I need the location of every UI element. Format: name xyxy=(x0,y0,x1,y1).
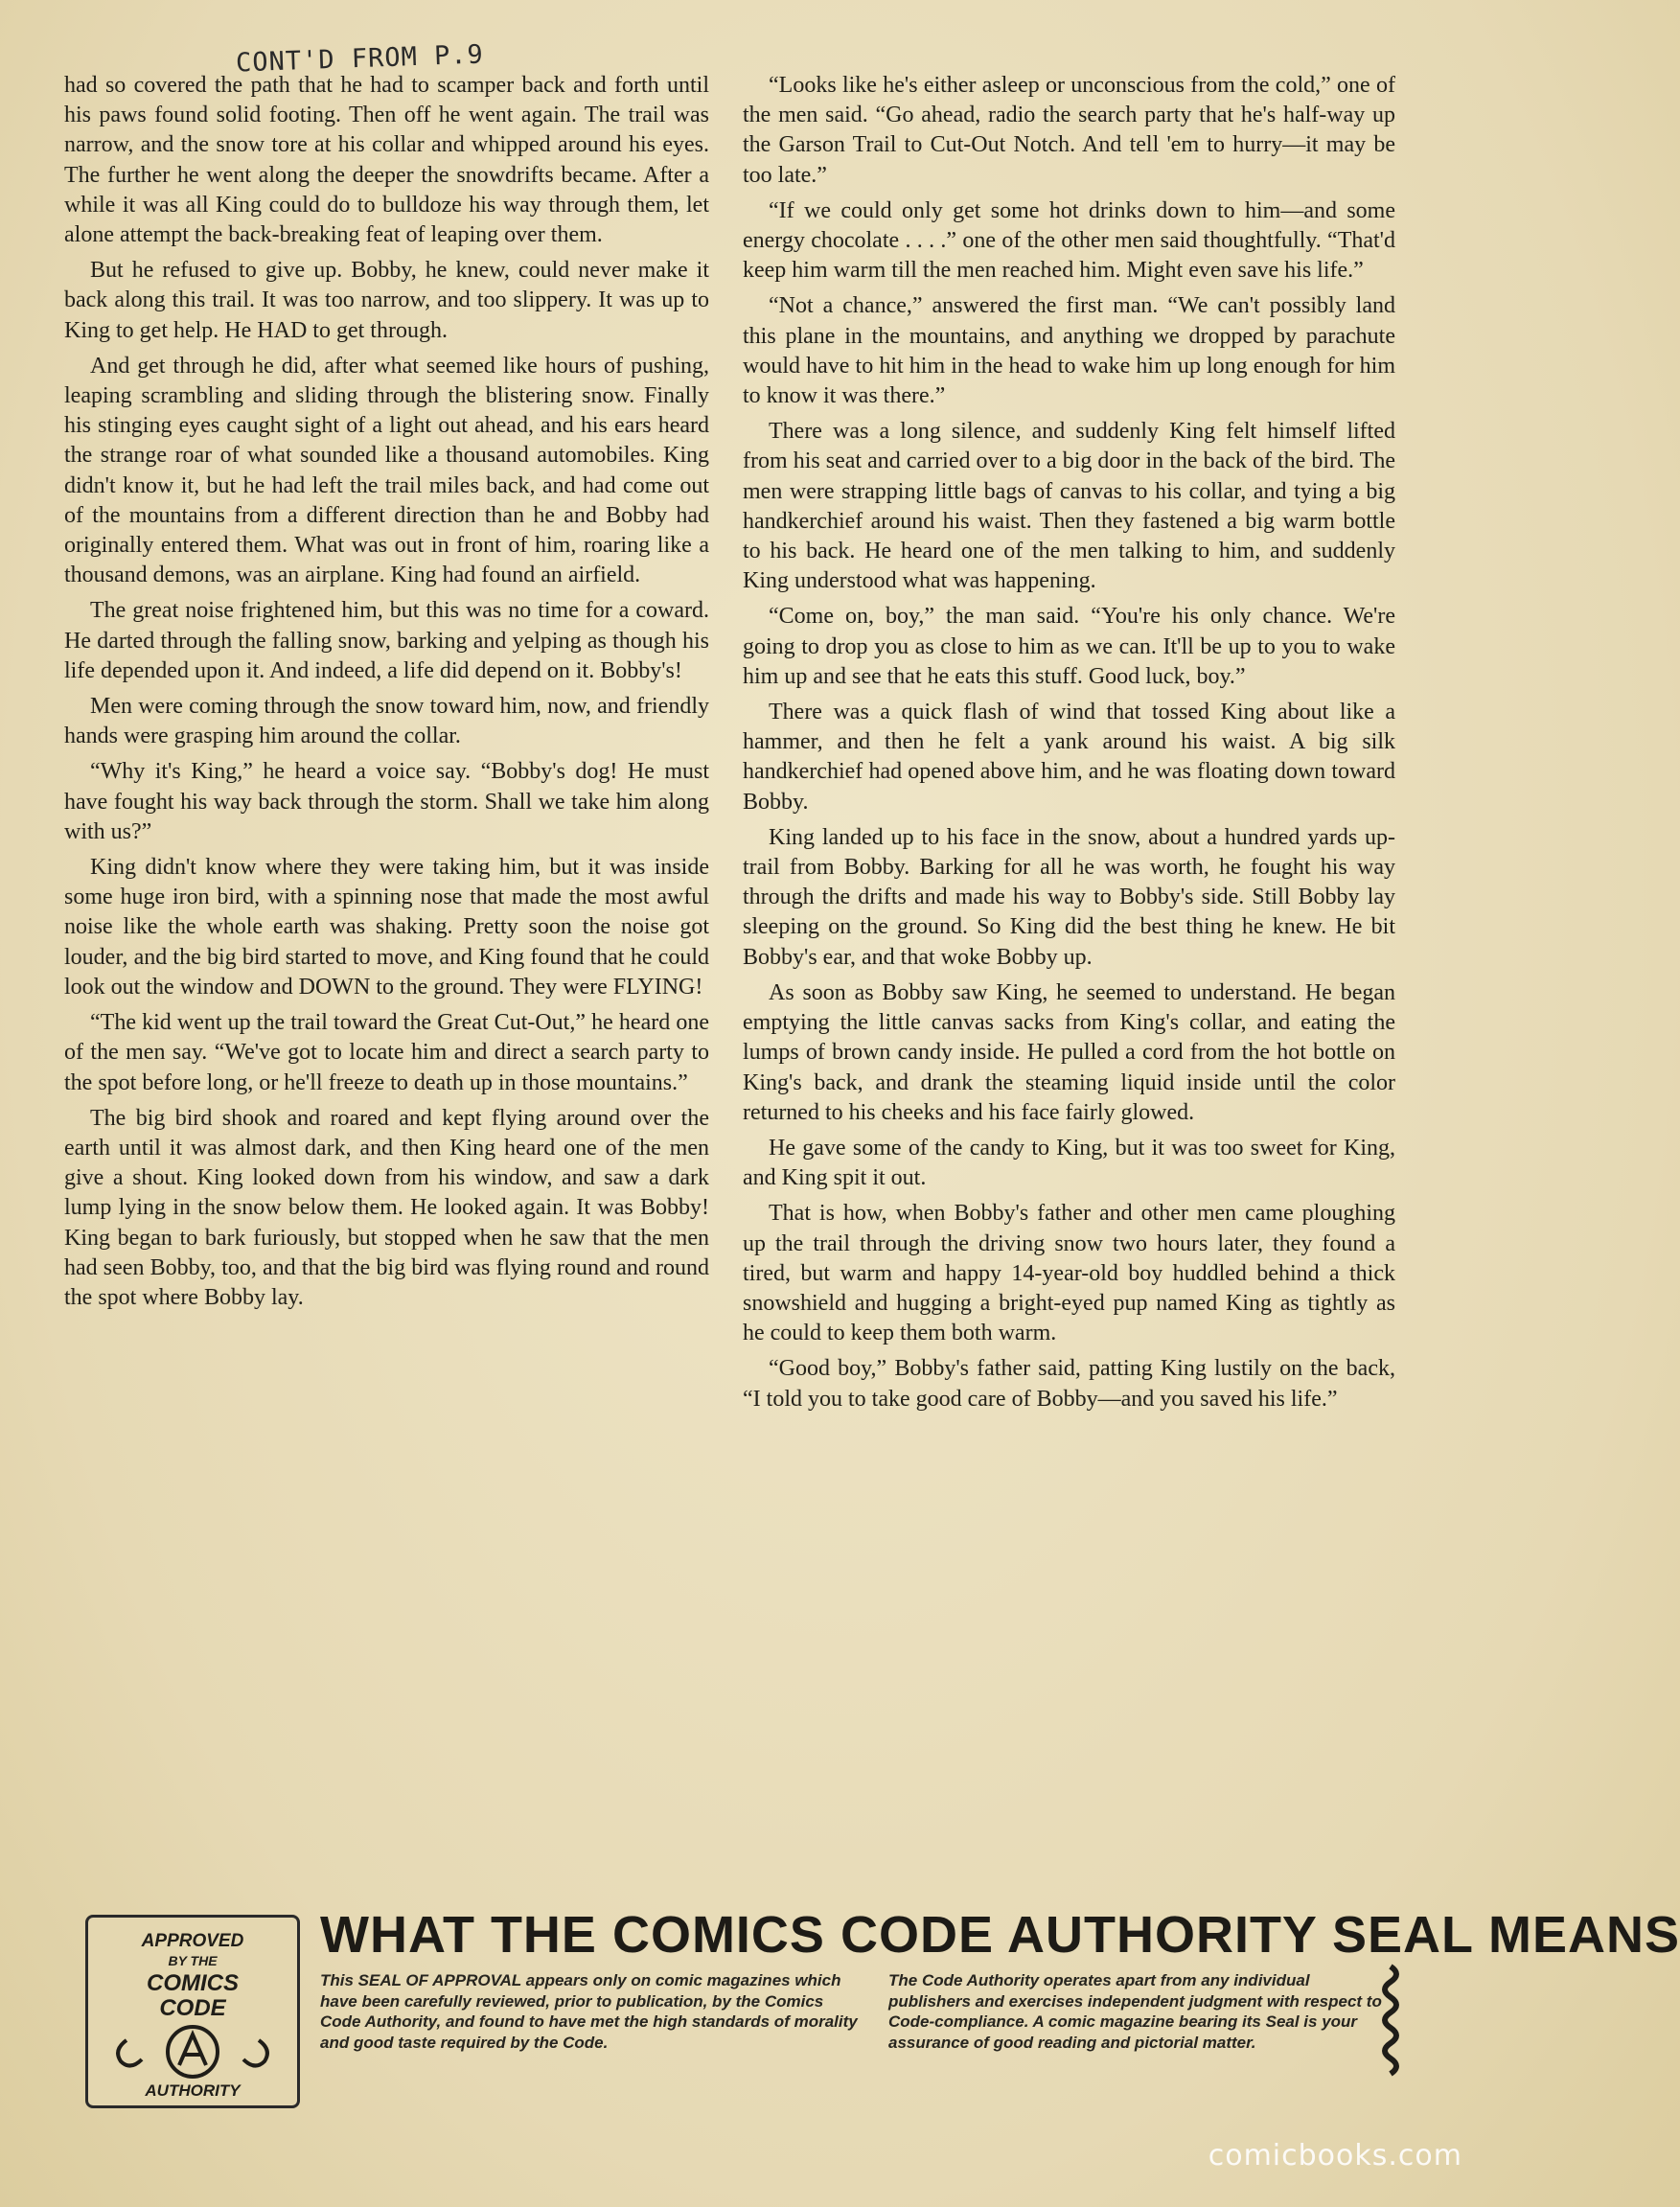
seal-icon xyxy=(88,1918,297,2105)
story-paragraph: King didn't know where they were taking him, but it was inside some huge iron bird, with a spinning nose that made the most awful noise like the whole earth was shaking. Pretty soon the noise got louder, and the big bird started to move, and King found that he could look out the window and DOWN to the ground. They were FLYING! xyxy=(64,855,709,1000)
seal-text-line: APPROVED xyxy=(141,1931,244,1951)
story-paragraph: But he refused to give up. Bobby, he knew, could never make it back along this trail. It was too narrow, and too slippery. It was up to King to get help. He HAD to get through. xyxy=(64,258,709,343)
comics-code-advertisement xyxy=(64,1906,1680,2106)
story-column-right xyxy=(743,71,1395,1420)
story-paragraph: “Not a chance,” answered the first man. “We can't possibly land this plane in the mountains, and anything we dropped by parachute would have to hit him in the head to wake him up long enough for him to know it was there.” xyxy=(743,293,1395,409)
story-paragraph: And get through he did, after what seemed like hours of pushing, leaping scrambling and sliding through the blistering snow. Finally his stinging eyes caught sight of a light out ahead, and his ears heard the strange roar of what sounded like a thousand automobiles. King didn't know it, but he had left the trail miles back, and had come out of the mountains from a different direction than he and Bobby had originally entered them. What was out in front of him, roaring like a thousand demons, was an airplane. King had found an airfield. xyxy=(64,353,709,588)
story-paragraph: “Come on, boy,” the man said. “You're his only chance. We're going to drop you as close to him as we can. It'll be up to you to wake him up and see that he eats this stuff. Good luck, boy.” xyxy=(743,604,1395,689)
seal-emblem-icon xyxy=(118,2027,267,2077)
ad-title: WHAT THE COMICS CODE AUTHORITY SEAL MEANS xyxy=(320,1906,1680,1964)
story-paragraph: Men were coming through the snow toward him, now, and friendly hands were grasping him around the collar. xyxy=(64,694,709,749)
seal-text-line: COMICS xyxy=(147,1970,239,1996)
story-paragraph: The big bird shook and roared and kept flying around over the earth until it was almost dark, and then King heard one of the men give a shout. King looked down from his window, and saw a dark lump lying in the snow below them. He looked again. It was Bobby! King began to bark furiously, but stopped when he saw that the men had seen Bobby, too, and that the big bird was flying round and round the spot where Bobby lay. xyxy=(64,1105,709,1310)
story-paragraph: had so covered the path that he had to scamper back and forth until his paws found solid footing. Then off he went again. The trail was narrow, and the snow tore at his collar and whipped around his eyes. The further he went along the deeper the snowdrifts became. After a while it was all King could do to bulldoze his way through them, let alone attempt the back-breaking feat of leaping over them. xyxy=(64,73,709,248)
story-paragraph: There was a long silence, and suddenly King felt himself lifted from his seat and carried over to a big door in the back of the bird. The men were strapping little bags of canvas to his collar, and tying a big handkerchief around his waist. Then they fastened a big warm bottle to his back. He heard one of the men talking to him, and suddenly King understood what was happening. xyxy=(743,419,1395,594)
seal-text-line: CODE xyxy=(159,1995,226,2021)
seal-text-line: AUTHORITY xyxy=(145,2081,241,2100)
story-paragraph: “If we could only get some hot drinks down to him—and some energy chocolate . . . .” one of the other men said thoughtfully. “That'd keep him warm till the men reached him. Might even save his life.” xyxy=(743,197,1395,284)
story-paragraph: “Why it's King,” he heard a voice say. “Bobby's dog! He must have fought his way back through the storm. Shall we take him along with us?” xyxy=(64,759,709,844)
story-paragraph: The great noise frightened him, but this was no time for a coward. He darted through the falling snow, barking and yelping as though his life depended upon it. And indeed, a life did depend on it. Bobby's! xyxy=(64,598,709,683)
comics-code-seal xyxy=(85,1915,300,2108)
story-paragraph: That is how, when Bobby's father and other men came ploughing up the trail through the driving snow two hours later, they found a tired, but warm and happy 14-year-old boy huddled behind a thick snowshield and hugging a bright-eyed pup named King as tightly as he could to keep them both warm. xyxy=(743,1201,1395,1346)
squiggle-decoration-icon xyxy=(1377,1963,1404,2087)
story-paragraph: “Good boy,” Bobby's father said, patting King lustily on the back, “I told you to take good care of Bobby—and you saved his life.” xyxy=(743,1356,1395,1412)
story-paragraph: There was a quick flash of wind that tossed King about like a hammer, and then he felt a yank around his waist. A big silk handkerchief had opened above him, and he was floating down toward Bobby. xyxy=(743,700,1395,815)
watermark: comicbooks.com xyxy=(1208,2139,1462,2173)
handwritten-note: CONT'D FROM P.9 xyxy=(235,39,485,79)
seal-text-line: BY THE xyxy=(168,1953,218,1968)
story-paragraph: “The kid went up the trail toward the Great Cut-Out,” he heard one of the men say. “We've got to locate him and direct a search party to the spot before long, or he'll freeze to death up in those mountains.” xyxy=(64,1010,709,1095)
ad-text-right: The Code Authority operates apart from any individual publishers and exercises independent judgment with respect to Code-compliance. A comic magazine bearing its Seal is your assurance of good reading and pictorial matter. xyxy=(888,1971,1382,2052)
story-paragraph: King landed up to his face in the snow, about a hundred yards up-trail from Bobby. Barking for all he was worth, he fought his way through the drifts and made his way to Bobby's side. Still Bobby lay sleeping on the ground. So King did the best thing he knew. He bit Bobby's ear, and that woke Bobby up. xyxy=(743,824,1395,970)
story-column-left xyxy=(64,71,709,1319)
story-paragraph: As soon as Bobby saw King, he seemed to understand. He began emptying the little canvas sacks from King's collar, and eating the lumps of brown candy inside. He pulled a cord from the hot bottle on King's back, and drank the steaming liquid inside until the color returned to his cheeks and his face fairly glowed. xyxy=(743,979,1395,1125)
story-paragraph: He gave some of the candy to King, but it was too sweet for King, and King spit it out. xyxy=(743,1135,1395,1191)
ad-text-left: This SEAL OF APPROVAL appears only on comic magazines which have been carefully reviewed, prior to publication, by the Comics Code Authority, and found to have met the high standards of morality and good taste required by the Code. xyxy=(320,1971,858,2052)
story-paragraph: “Looks like he's either asleep or unconscious from the cold,” one of the men said. “Go ahead, radio the search party that he's half-way up the Garson Trail to Cut-Out Notch. And tell 'em to hurry—it may be too late.” xyxy=(743,73,1395,188)
